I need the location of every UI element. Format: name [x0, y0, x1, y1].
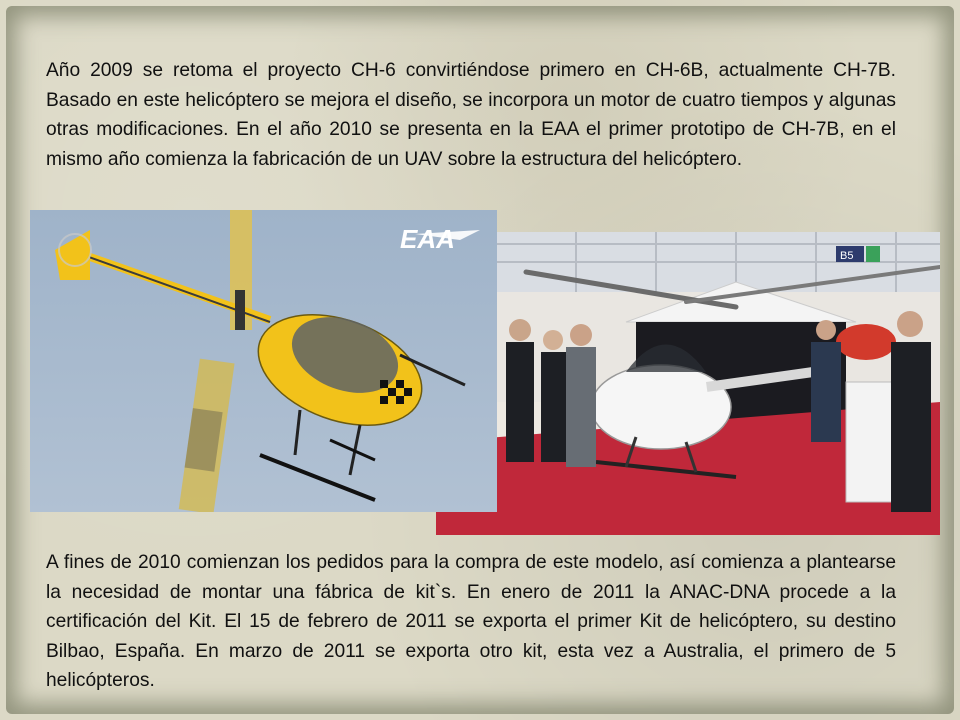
photo-expo-hall — [436, 232, 940, 535]
eaa-logo: EAA — [400, 224, 455, 254]
photo-helicopter-flight — [30, 210, 497, 512]
paragraph-history-2009: Año 2009 se retoma el proyecto CH-6 convirtiéndose primero en CH-6B, actualmente CH-7B. Basado en este helicóptero se mejora el diseño, se incorpora un motor de cuatro tiempos y algunas otras modificaciones. En el año 2010 se presenta en la EAA el primer prototipo de CH-7B, en el mismo año comienza la fabricación de un UAV sobre la estructura del helicóptero. — [46, 60, 896, 170]
paragraph-orders-2010-2011: A fines de 2010 comienzan los pedidos para la compra de este modelo, así comienza a plantearse la necesidad de montar una fábrica de kit`s. En enero de 2011 la ANAC-DNA procede a la certificación del Kit. El 15 de febrero de 2011 se exporta el primer Kit de helicóptero, su destino Bilbao, España. En marzo de 2011 se exporta otro kit, esta vez a Australia, el primero de 5 helicópteros. — [46, 552, 896, 691]
hall-sign-text: B5 — [840, 250, 854, 262]
